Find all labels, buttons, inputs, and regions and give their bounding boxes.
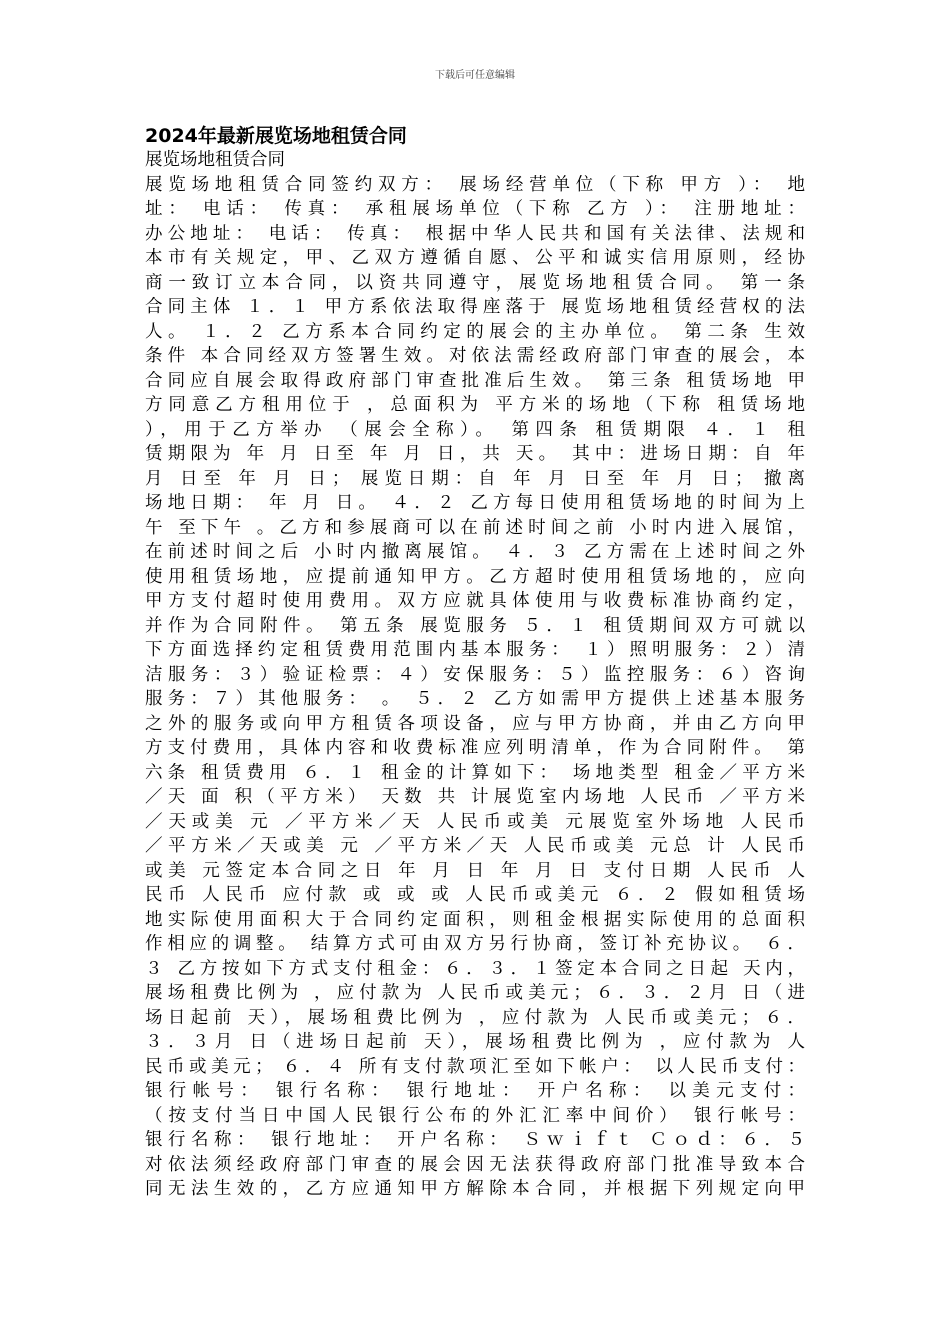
text-line: 在前述时间之后 小时内撤离展馆。 ４．３ 乙方需在上述时间之外 <box>145 542 805 562</box>
text-line: 办公地址： 电话： 传真： 根据中华人民共和国有关法律、法规和 <box>145 223 805 244</box>
text-line: 本市有关规定，甲、乙双方遵循自愿、公平和诚实信用原则，经协 <box>145 248 805 268</box>
document-subtitle: 展览场地租赁合同 <box>145 150 285 170</box>
text-line: 方同意乙方租用位于 ，总面积为 平方米的场地（下称 租赁场地 <box>145 395 805 415</box>
text-line: 地实际使用面积大于合同约定面积，则租金根据实际使用的总面积 <box>145 909 805 930</box>
text-line: 甲方支付超时使用费用。双方应就具体使用与收费标准协商约定， <box>145 591 805 611</box>
text-line: 展览场地租赁合同签约双方： 展场经营单位（下称 甲方 ）： 地 <box>145 174 805 195</box>
text-line: ３．３月 日（进场日起前 天），展场租费比例为 ，应付款为 人 <box>145 1032 805 1052</box>
text-line: 场地日期： 年 月 日。 ４．２ 乙方每日使用租赁场地的时间为上 <box>145 493 805 513</box>
text-line: 方支付费用，具体内容和收费标准应列明清单，作为合同附件。 第 <box>145 738 805 758</box>
text-line: 民币或美元； ６．４ 所有支付款项汇至如下帐户： 以人民币支付： <box>145 1056 805 1077</box>
text-line: （按支付当日中国人民银行公布的外汇汇率中间价） 银行帐号： <box>145 1105 805 1126</box>
text-line: 并作为合同附件。 第五条 展览服务 ５．１ 租赁期间双方可就以 <box>145 615 805 636</box>
text-line: 之外的服务或向甲方租赁各项设备，应与甲方协商，并由乙方向甲 <box>145 713 805 734</box>
text-line: 作相应的调整。 结算方式可由双方另行协商，签订补充协议。 ６． <box>145 934 805 954</box>
text-line: 或美 元签定本合同之日 年 月 日 年 月 日 支付日期 人民币 人 <box>145 860 805 881</box>
text-line: 合同应自展会取得政府部门审查批准后生效。 第三条 租赁场地 甲 <box>145 370 805 391</box>
text-line: 对依法须经政府部门审查的展会因无法获得政府部门批准导致本合 <box>145 1154 805 1175</box>
text-line: 月 日至 年 月 日； 展览日期：自 年 月 日至 年 月 日； 撤离 <box>145 468 805 489</box>
text-line: ／天或美 元 ／平方米／天 人民币或美 元展览室外场地 人民币 <box>145 811 805 832</box>
text-line: 场日起前 天），展场租费比例为 ，应付款为 人民币或美元；６． <box>145 1007 805 1028</box>
text-line: 洁服务：３）验证检票：４）安保服务：５）监控服务：６）咨询 <box>145 664 805 685</box>
text-line: 六条 租赁费用 ６．１ 租金的计算如下： 场地类型 租金／平方米 <box>145 762 805 783</box>
text-line: 下方面选择约定租赁费用范围内基本服务： １）照明服务：２）清 <box>145 640 805 660</box>
text-line: 赁期限为 年 月 日至 年 月 日，共 天。 其中：进场日期：自 年 <box>145 444 805 464</box>
text-line: 同无法生效的，乙方应通知甲方解除本合同，并根据下列规定向甲 <box>145 1179 805 1199</box>
text-line: 展场租费比例为 ，应付款为 人民币或美元；６．３．２月 日（进 <box>145 983 805 1003</box>
text-line: 人。 １．２ 乙方系本合同约定的展会的主办单位。 第二条 生效 <box>145 321 805 342</box>
page-header-note: 下载后可任意编辑 <box>435 70 515 81</box>
text-line: 银行帐号： 银行名称： 银行地址： 开户名称： 以美元支付： <box>145 1081 805 1101</box>
text-line: 使用租赁场地，应提前通知甲方。乙方超时使用租赁场地的，应向 <box>145 566 805 587</box>
text-line: 民币 人民币 应付款 或 或 或 人民币或美元 ６．２ 假如租赁场 <box>145 885 805 905</box>
text-line: ３ 乙方按如下方式支付租金：６．３．１签定本合同之日起 天内， <box>145 958 805 979</box>
document-title: 2024年最新展览场地租赁合同 <box>145 125 407 147</box>
text-line: 条件 本合同经双方签署生效。对依法需经政府部门审查的展会，本 <box>145 346 805 366</box>
text-line: 商一致订立本合同，以资共同遵守，展览场地租赁合同。 第一条 <box>145 272 805 293</box>
text-line: 午 至下午 。乙方和参展商可以在前述时间之前 小时内进入展馆， <box>145 517 805 538</box>
text-line: 址： 电话： 传真： 承租展场单位（下称 乙方 ）： 注册地址： <box>145 199 805 219</box>
text-line: ／天 面 积（平方米） 天数 共 计展览室内场地 人民币 ／平方米 <box>145 787 805 807</box>
text-line: 银行名称： 银行地址： 开户名称： Ｓｗｉｆｔ Ｃｏｄ：６．５ <box>145 1130 805 1150</box>
text-line: 合同主体 １．１ 甲方系依法取得座落于 展览场地租赁经营权的法 <box>145 297 805 317</box>
text-line: ／平方米／天或美 元 ／平方米／天 人民币或美 元总 计 人民币 <box>145 836 805 856</box>
text-line: ），用于乙方举办 （展会全称）。 第四条 租赁期限 ４．１ 租 <box>145 419 805 440</box>
document-body <box>145 124 805 1202</box>
document-text <box>145 148 805 1202</box>
text-line: 服务：７）其他服务： 。 ５．２ 乙方如需甲方提供上述基本服务 <box>145 689 805 709</box>
